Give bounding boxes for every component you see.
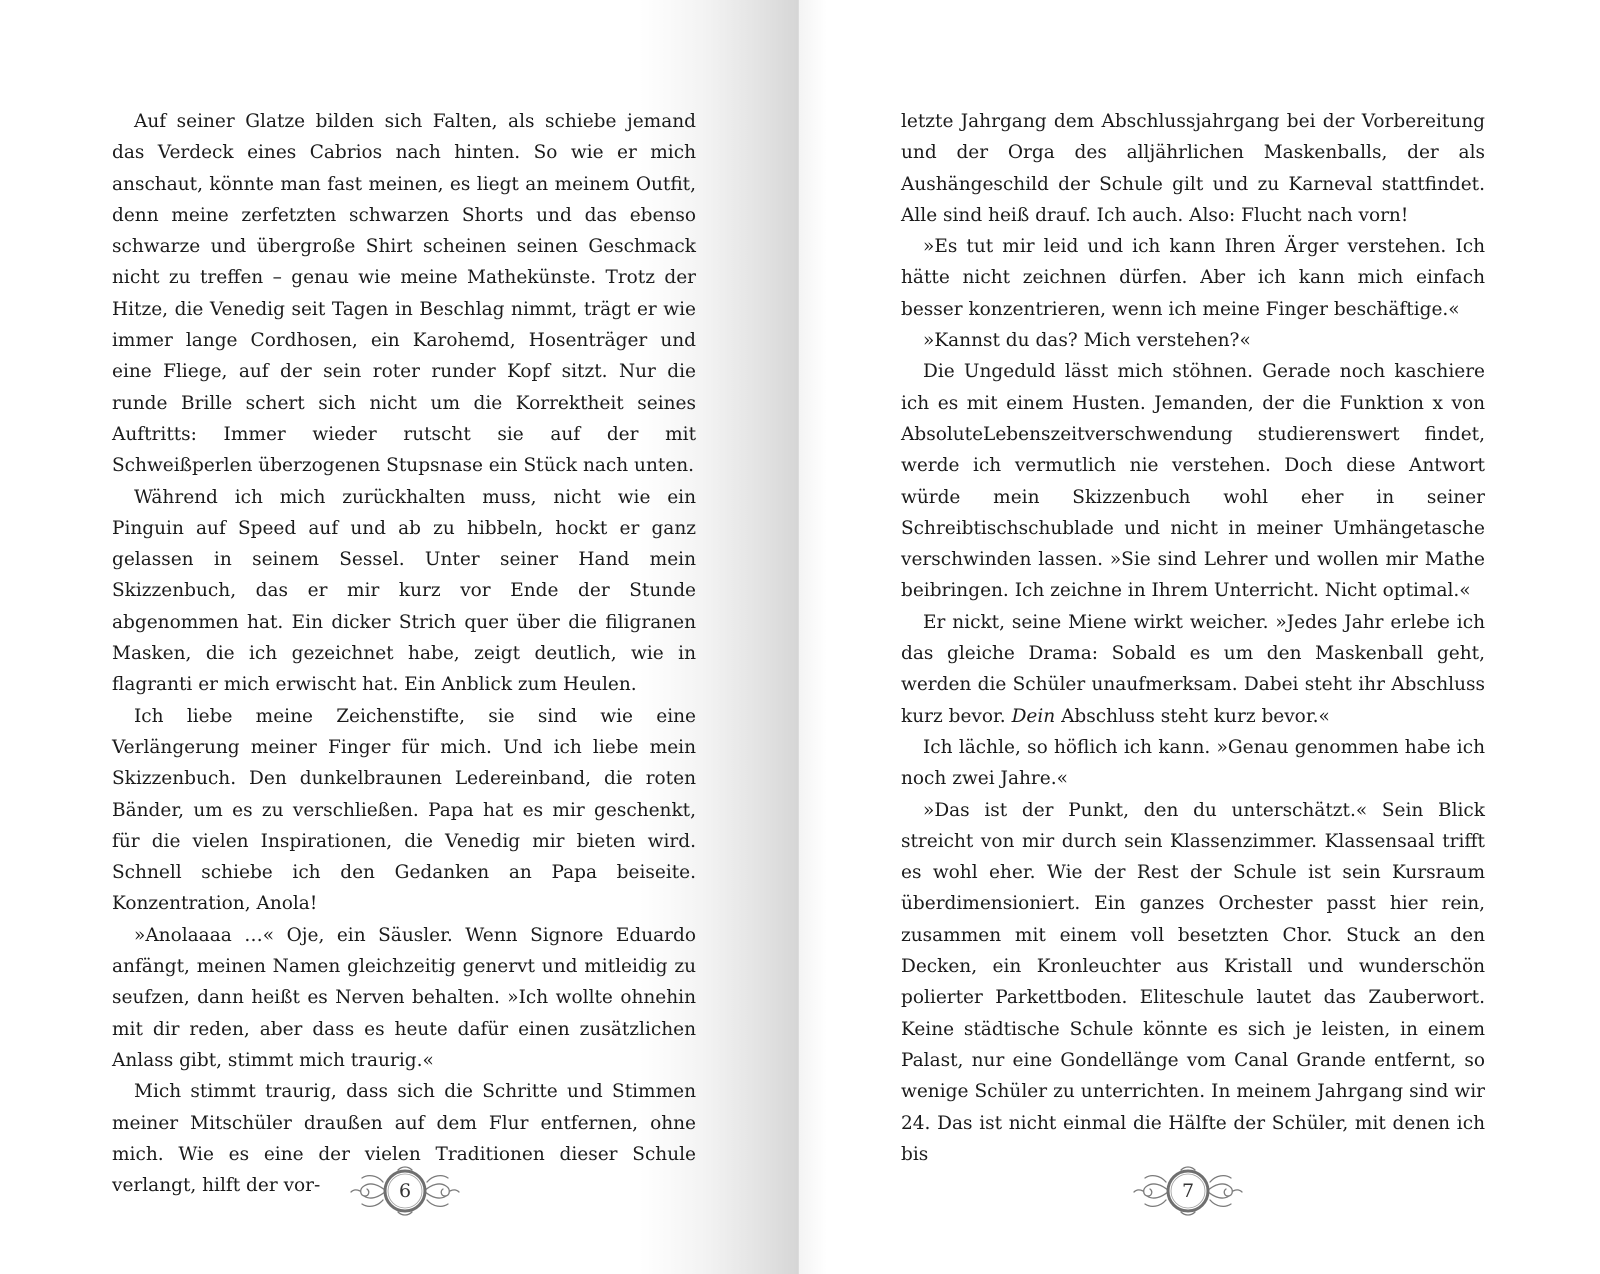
paragraph-text: Abschluss steht kurz bevor.« [1055,705,1330,727]
page-number-ornament [350,1164,460,1218]
paragraph [901,607,1485,732]
paragraph: Während ich mich zurückhalten muss, nicht wie ein Pinguin auf Speed auf und ab zu hibbeln, hockt er ganz gelassen in seinem Sessel. Unter seiner Hand mein Skizzenbuch, das er mir kurz vor Ende der Stunde abgenommen hat. Ein dicker Strich quer über die filigranen Masken, die ich gezeichnet habe, zeigt deutlich, wie in flagranti er mich erwischt hat. Ein Anblick zum Heulen. [112,486,696,696]
left-page-text [112,106,696,1201]
page-number: 7 [1181,1180,1195,1202]
paragraph-text: Er nickt, seine Miene wirkt weicher. »Jedes Jahr erlebe ich das gleiche Drama: Sobald es um den Maskenball geht, werden die Schüler unaufmerksam. Dabei steht ihr Abschluss kurz bevor. [901,611,1485,727]
paragraph: »Kannst du das? Mich verstehen?« [923,330,1251,352]
paragraph: Mich stimmt traurig, dass sich die Schritte und Stimmen meiner Mitschüler draußen auf dem Flur entfernen, ohne mich. Wie es eine der vielen Traditionen dieser Schule verlangt, hilft der vor- [112,1081,696,1197]
paragraph: »Das ist der Punkt, den du unterschätzt.« Sein Blick streicht von mir durch sein Klassenzimmer. Klassensaal trifft es wohl eher. Wie der Rest der Schule ist sein Kursraum überdimensioniert. Ein ganzes Orchester passt hier rein, zusammen mit einem voll besetzten Chor. Stuck an den Decken, ein Kronleuchter aus Kristall und wunderschön polierter Parkettboden. Eliteschule lautet das Zauberwort. Keine städtische Schule könnte es sich je leisten, in einem Palast, nur eine Gondellänge vom Canal Grande entfernt, so wenige Schüler zu unterrichten. In meinem Jahrgang sind wir 24. Das ist nicht einmal die Hälfte der Schüler, mit denen ich bis [901,799,1485,1165]
paragraph: Auf seiner Glatze bilden sich Falten, als schiebe jemand das Verdeck eines Cabrios nach hinten. So wie er mich anschaut, könnte man fast meinen, es liegt an meinem Outfit, denn meine zerfetzten schwarzen Shorts und das ebenso schwarze und übergroße Shirt scheinen seinen Geschmack nicht zu treffen – genau wie meine Mathekünste. Trotz der Hitze, die Venedig seit Tagen in Beschlag nimmt, trägt er wie immer lange Cordhosen, ein Karohemd, Hosenträger und eine Fliege, auf der sein roter runder Kopf sitzt. Nur die runde Brille schert sich nicht um die Korrektheit seines Auftritts: Immer wieder rutscht sie auf der mit Schweißperlen überzogenen Stupsnase ein Stück nach unten. [112,111,696,477]
paragraph: »Es tut mir leid und ich kann Ihren Ärger verstehen. Ich hätte nicht zeichnen dürfen. Aber ich kann mich einfach besser konzentrieren, wenn ich meine Finger beschäftige.« [901,236,1485,320]
paragraph: »Anolaaaa …« Oje, ein Säusler. Wenn Signore Eduardo anfängt, meinen Namen gleichzeitig genervt und mitleidig zu seufzen, dann heißt es Nerven behalten. »Ich wollte ohnehin mit dir reden, aber dass es heute dafür einen zusätzlichen Anlass gibt, stimmt mich traurig.« [112,924,696,1071]
italic-word: Dein [1011,705,1056,727]
page-number: 6 [398,1180,412,1202]
paragraph: Ich lächle, so höflich ich kann. »Genau genommen habe ich noch zwei Jahre.« [901,736,1485,790]
left-page [0,0,798,1274]
paragraph: letzte Jahrgang dem Abschlussjahrgang bei der Vorbereitung und der Orga des alljährlichen Maskenballs, der als Aushängeschild der Schule gilt und zu Karneval stattfindet. Alle sind heiß drauf. Ich auch. Also: Flucht nach vorn! [901,111,1485,226]
right-page [798,0,1600,1274]
page-number-ornament [1133,1164,1243,1218]
paragraph: Die Ungeduld lässt mich stöhnen. Gerade noch kaschiere ich es mit einem Husten. Jemanden, der die Funktion x von AbsoluteLebenszeitverschwendung studierenswert findet, werde ich vermutlich nie verstehen. Doch diese Antwort würde mein Skizzenbuch wohl eher in seiner Schreibtischschublade und nicht in meiner Umhängetasche verschwinden lassen. »Sie sind Lehrer und wollen mir Mathe beibringen. Ich zeichne in Ihrem Unterricht. Nicht optimal.« [901,361,1485,602]
right-page-text [901,106,1485,1170]
paragraph: Ich liebe meine Zeichenstifte, sie sind wie eine Verlängerung meiner Finger für mich. Und ich liebe mein Skizzenbuch. Den dunkelbraunen Ledereinband, die roten Bänder, um es zu verschließen. Papa hat es mir geschenkt, für die vielen Inspirationen, die Venedig mir bieten wird. Schnell schiebe ich den Gedanken an Papa beiseite. Konzentration, Anola! [112,705,696,915]
